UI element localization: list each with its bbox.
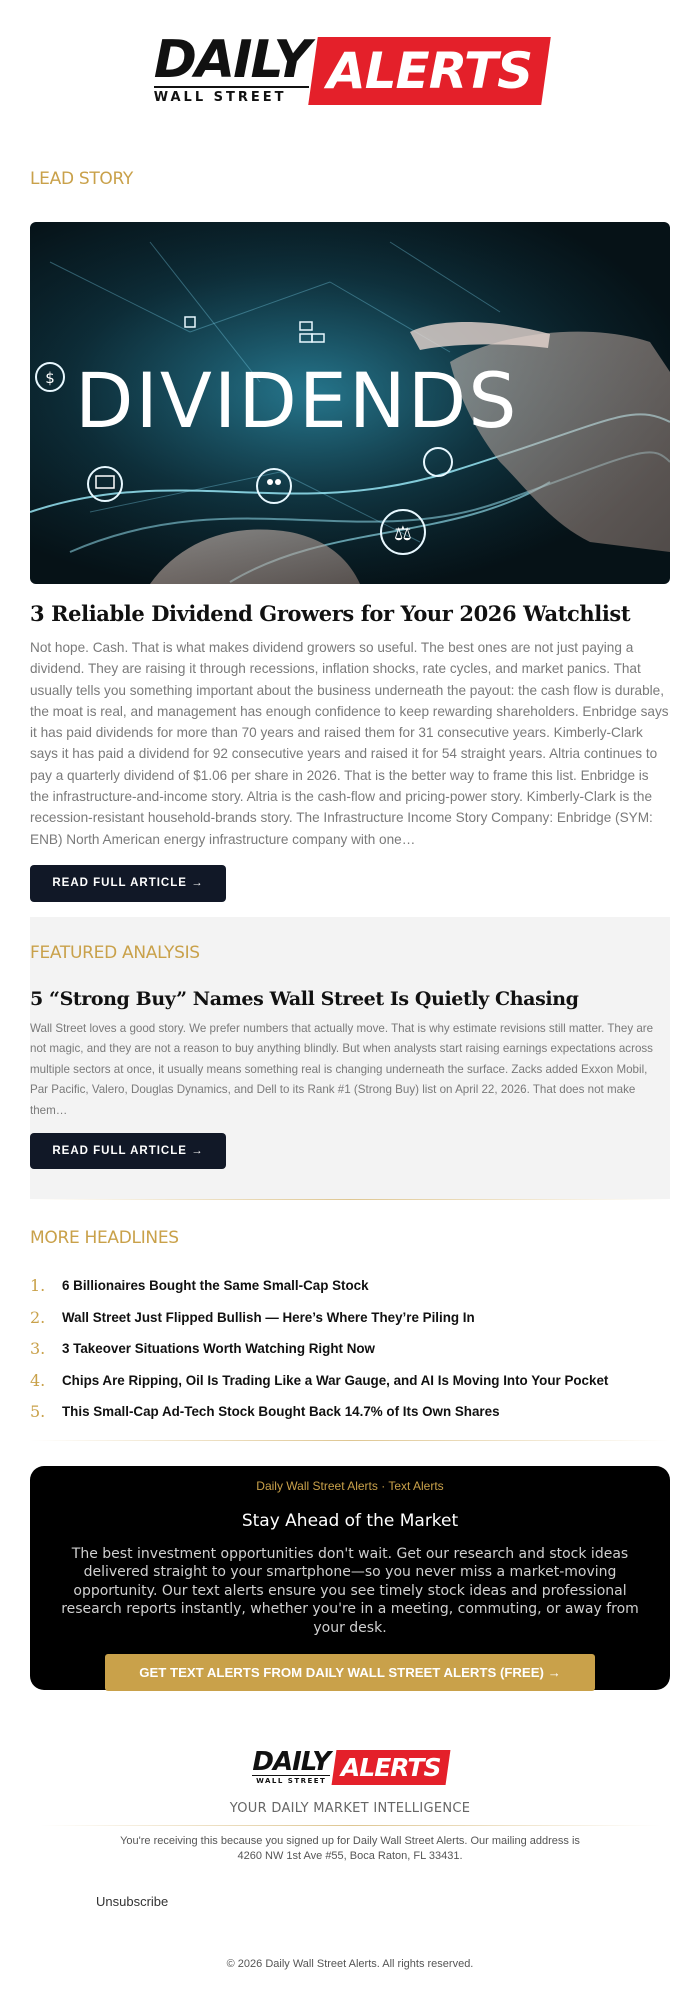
unsubscribe-link[interactable]: Unsubscribe [96, 1893, 169, 1909]
logo-red-block [308, 37, 551, 105]
promo-title: Stay Ahead of the Market [241, 1510, 459, 1531]
dividends-illustration [30, 222, 670, 584]
svg-text:$: $ [45, 369, 55, 387]
headline-list [30, 1270, 670, 1428]
headline-link[interactable]: Wall Street Just Flipped Bullish — Here’s Where They’re Piling In [62, 1309, 475, 1325]
logo-word-daily: DAILY [153, 30, 310, 90]
headline-link[interactable]: 3 Takeover Situations Worth Watching Right Now [62, 1341, 375, 1357]
footer-copyright: © 2026 Daily Wall Street Alerts. All rights reserved. [226, 1957, 474, 1970]
lead-story-section [0, 142, 700, 902]
divider [40, 1825, 660, 1826]
headline-link[interactable]: Chips Are Ripping, Oil Is Trading Like a War Gauge, and AI Is Moving Into Your Pocket [62, 1372, 609, 1388]
get-text-alerts-button[interactable]: GET TEXT ALERTS FROM DAILY WALL STREET ALERTS (FREE) → [105, 1654, 595, 1691]
featured-read-more-button[interactable]: READ FULL ARTICLE → [30, 1133, 226, 1169]
header [0, 0, 700, 142]
headline-link[interactable]: This Small-Cap Ad-Tech Stock Bought Back 14.7% of Its Own Shares [62, 1404, 500, 1420]
svg-text:⚖: ⚖ [394, 521, 412, 545]
headline-item[interactable] [30, 1333, 670, 1365]
footer-notice [0, 1834, 700, 1864]
text-alerts-promo [30, 1466, 670, 1690]
featured-analysis-section [30, 917, 670, 1199]
more-headlines-section [0, 1200, 700, 1441]
section-label-more: MORE HEADLINES [30, 1228, 179, 1248]
lead-read-more-button[interactable]: READ FULL ARTICLE → [30, 865, 226, 902]
footer-logo-word-alerts: ALERTS [341, 1752, 441, 1781]
headline-item[interactable] [30, 1365, 670, 1397]
promo-body: The best investment opportunities don't wait. Get our research and stock ideas delivered straight to your smartphone—so you never miss a market-moving opportunity. Our text alerts ensure you see timely stock ideas and professional research reports instantly, whether you're in a meeting, commuting, or away from your desk. [61, 1545, 639, 1636]
headline-item[interactable] [30, 1270, 670, 1302]
headline-number: 5. [30, 1402, 46, 1422]
footer-mailing-address: 4260 NW 1st Ave #55, Boca Raton, FL 33431. [237, 1849, 463, 1862]
headline-link[interactable]: 6 Billionaires Bought the Same Small-Cap Stock [62, 1278, 369, 1294]
footer-logo-left [252, 1746, 334, 1785]
headline-number: 1. [30, 1276, 46, 1296]
lead-story-title[interactable]: 3 Reliable Dividend Growers for Your 2026 Watchlist [30, 601, 631, 626]
section-label-featured: FEATURED ANALYSIS [30, 943, 200, 963]
footer-logo-word-daily: DAILY [252, 1746, 331, 1777]
divider [30, 1440, 670, 1441]
footer-logo-red-block [332, 1750, 450, 1785]
featured-title[interactable]: 5 “Strong Buy” Names Wall Street Is Quietly Chasing [30, 988, 579, 1010]
lead-story-image[interactable] [30, 222, 670, 584]
headline-item[interactable] [30, 1302, 670, 1334]
footer [0, 1746, 700, 1972]
featured-body: Wall Street loves a good story. We prefer numbers that actually move. That is why estimate revisions still matter. They are not magic, and they are not a reason to buy anything blindly. But when analysts start raising earnings expectations across multiple sectors at once, it usually means something real is changing underneath the surface. Zacks added Exxon Mobil, Par Pacific, Valero, Douglas Dynamics, and Dell to its Rank #1 (Strong Buy) list on April 22, 2026. That does not make them… [30, 1022, 654, 1117]
logo-subtitle: WALL STREET [154, 86, 309, 105]
logo-word-alerts: ALERTS [327, 42, 533, 100]
section-label-lead: LEAD STORY [30, 169, 134, 189]
footer-tagline: YOUR DAILY MARKET INTELLIGENCE [229, 1800, 471, 1816]
promo-kicker: Daily Wall Street Alerts · Text Alerts [256, 1478, 444, 1493]
brand-logo[interactable] [153, 30, 547, 105]
headline-number: 4. [30, 1370, 46, 1390]
logo-left [153, 30, 313, 105]
headline-item[interactable] [30, 1396, 670, 1428]
footer-logo-subtitle: WALL STREET [252, 1775, 330, 1785]
footer-logo[interactable] [252, 1746, 447, 1785]
headline-number: 3. [30, 1339, 46, 1359]
footer-notice-line-1: You're receiving this because you signed up for Daily Wall Street Alerts. Our mailing address is [120, 1834, 580, 1847]
footer-logo-wrap [0, 1746, 700, 1785]
lead-story-body: Not hope. Cash. That is what makes dividend growers so useful. The best ones are not just paying a dividend. They are raising it through recessions, inflation shocks, rate cycles, and market panics. That usually tells you something important about the business underneath the payout: the cash flow is durable, the moat is real, and management has enough confidence to keep rewarding shareholders. Enbridge says it has paid dividends for more than 70 years and raised them for 31 consecutive years. Kimberly-Clark says it has paid a dividend for 92 consecutive years and raised it for 54 straight years. Altria continues to pay a quarterly dividend of $1.06 per share in 2026. That is the better way to frame this list. Enbridge is the infrastructure-and-income story. Altria is the cash-flow and pricing-power story. Kimberly-Clark is the recession-resistant household-brands story. The Infrastructure Income Story Company: Enbridge (SYM: ENB) North American energy infrastructure company with one… [30, 640, 669, 847]
hero-word-text: DIVIDENDS [75, 356, 519, 445]
headline-number: 2. [30, 1307, 46, 1327]
